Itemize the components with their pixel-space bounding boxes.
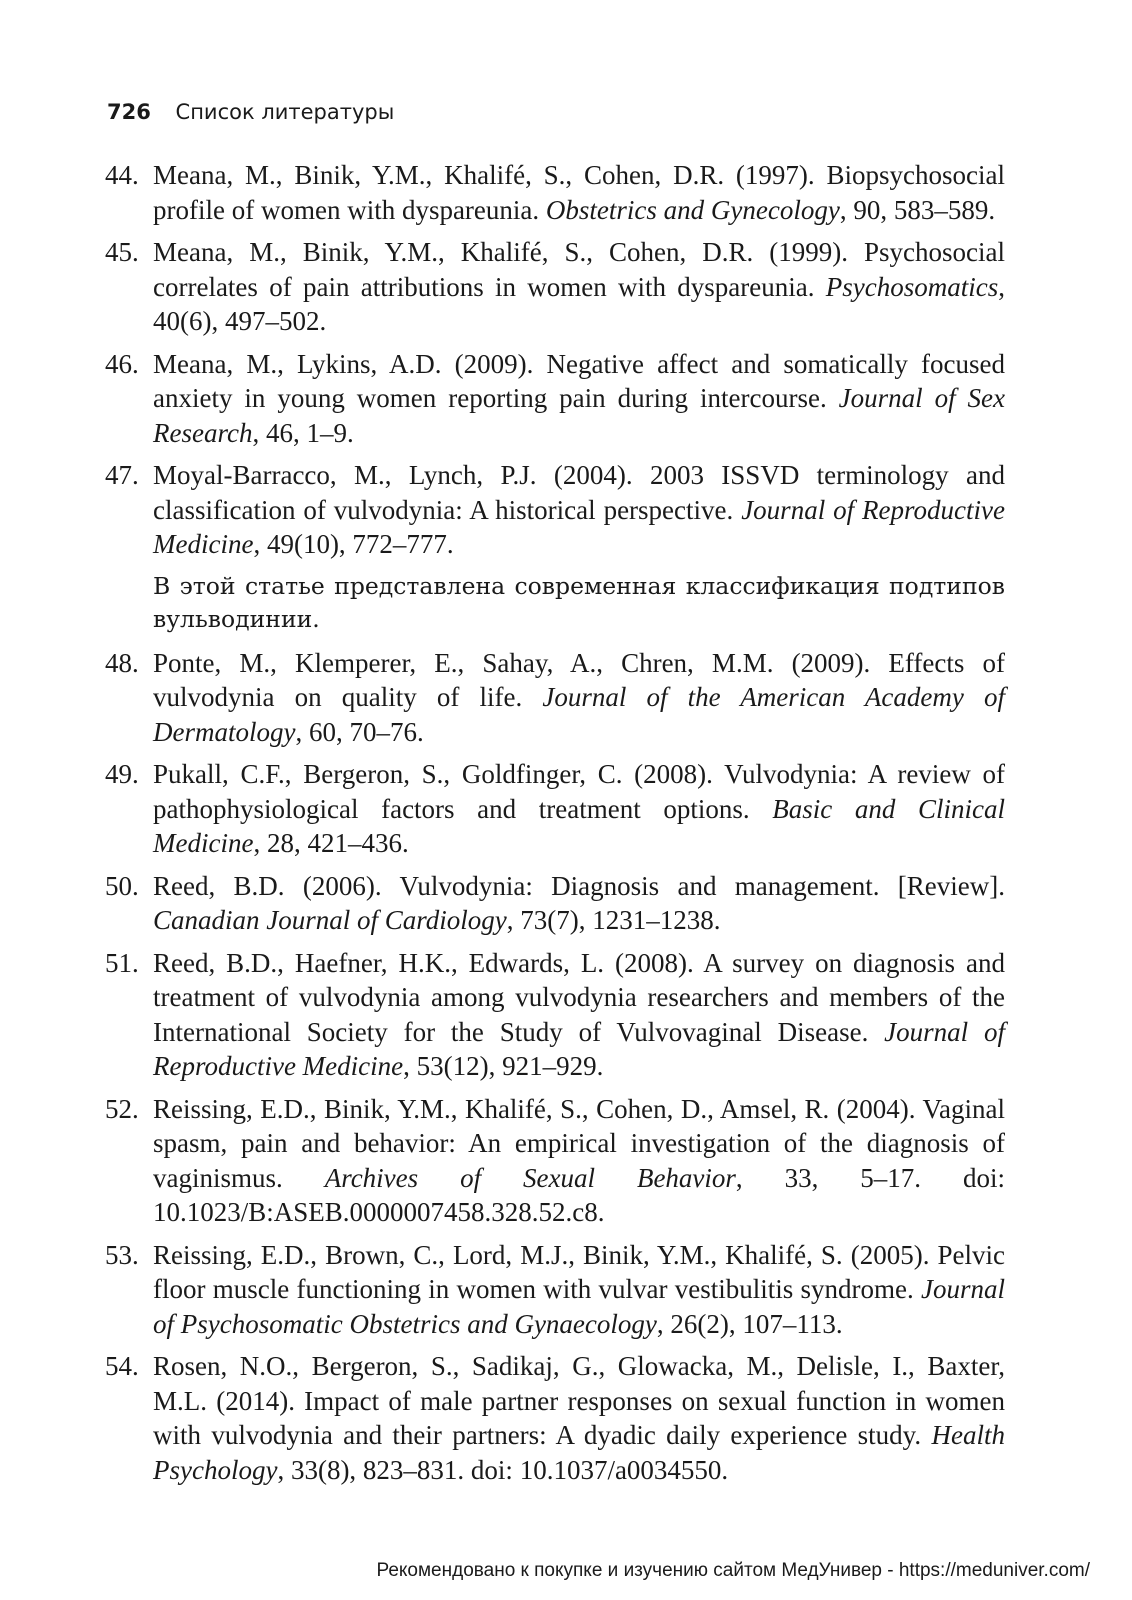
- reference-entry: [105, 158, 1005, 227]
- reference-text: Meana, M., Lykins, A.D. (2009). Negative affect and somatically focused anxiety in young women reporting pain during intercourse.: [153, 348, 1005, 413]
- reference-text: Reed, B.D. (2006). Vulvodynia: Diagnosis and management. [Review].: [153, 870, 1005, 901]
- journal-title: Canadian Journal of Cardiology: [153, 905, 507, 935]
- reference-details: , 73(7), 1231–1238.: [506, 905, 721, 935]
- journal-title: Journal of the American Academy of Dermatology: [153, 682, 1005, 747]
- reference-number: 46.: [105, 348, 139, 379]
- running-head: [107, 100, 394, 124]
- footer-watermark: Рекомендовано к покупке и изучению сайтом МедУнивер - https://meduniver.com/: [376, 1560, 1090, 1581]
- reference-text: Reed, B.D., Haefner, H.K., Edwards, L. (2008). A survey on diagnosis and treatment of vulvodynia among vulvodynia researchers and members of the International Society for the Study of Vulvovaginal Disease.: [153, 947, 1005, 1047]
- reference-entry: [105, 946, 1005, 1084]
- reference-text: Meana, M., Binik, Y.M., Khalifé, S., Cohen, D.R. (1997). Biopsychosocial profile of women with dyspareunia.: [153, 160, 1005, 225]
- reference-entry: [105, 458, 1005, 562]
- journal-title: Obstetrics and Gynecology: [545, 194, 840, 225]
- reference-number: 51.: [105, 947, 139, 978]
- reference-entry: [105, 1092, 1005, 1230]
- reference-details: , 49(10), 772–777.: [253, 529, 454, 559]
- reference-details: , 46, 1–9.: [252, 417, 354, 448]
- page-number: 726: [107, 100, 151, 124]
- reference-details: , 60, 70–76.: [295, 716, 424, 747]
- reference-details: , 33, 5–17. doi: 10.1023/B:ASEB.0000007458.328.52.c8.: [153, 1162, 1005, 1227]
- reference-text: Pukall, C.F., Bergeron, S., Goldfinger, C. (2008). Vulvodynia: A review of pathophysiological factors and treatment options.: [153, 759, 1005, 824]
- reference-text: Ponte, M., Klemperer, E., Sahay, A., Chren, M.M. (2009). Effects of vulvodynia on quality of life.: [153, 647, 1005, 712]
- reference-number: 52.: [105, 1093, 139, 1124]
- reference-number: 44.: [105, 160, 139, 190]
- reference-details: , 33(8), 823–831. doi: 10.1037/a0034550.: [277, 1454, 729, 1485]
- reference-number: 48.: [105, 647, 139, 678]
- reference-number: 47.: [105, 460, 139, 490]
- reference-entry: [105, 347, 1005, 451]
- reference-entry: [105, 1238, 1005, 1342]
- journal-title: Psychosomatics: [825, 271, 999, 302]
- reference-entry: [105, 1349, 1005, 1487]
- journal-title: Health Psychology: [153, 1420, 1005, 1485]
- reference-text: Meana, M., Binik, Y.M., Khalifé, S., Cohen, D.R. (1999). Psychosocial correlates of pain attributions in women with dyspareunia.: [153, 237, 1005, 302]
- journal-title: Journal of Psychosomatic Obstetrics and Gynaecology: [153, 1274, 1005, 1339]
- journal-title: Basic and Clinical Medicine: [153, 793, 1006, 858]
- reference-details: , 26(2), 107–113.: [656, 1308, 843, 1339]
- reference-number: 45.: [105, 237, 139, 267]
- reference-number: 49.: [105, 759, 139, 789]
- journal-title: Journal of Sex Research: [153, 383, 1005, 448]
- reference-text: Moyal-Barracco, M., Lynch, P.J. (2004). 2003 ISSVD terminology and classification of vulvodynia: A historical perspective.: [153, 460, 1005, 525]
- reference-details: , 53(12), 921–929.: [403, 1051, 604, 1081]
- reference-entry: [105, 646, 1005, 750]
- reference-text: Reissing, E.D., Brown, C., Lord, M.J., Binik, Y.M., Khalifé, S. (2005). Pelvic floor muscle functioning in women with vulvar vestibulitis syndrome.: [153, 1239, 1005, 1304]
- reference-text: Reissing, E.D., Binik, Y.M., Khalifé, S., Cohen, D., Amsel, R. (2004). Vaginal spasm, pain and behavior: An empirical investigation of the diagnosis of vaginismus.: [153, 1093, 1005, 1193]
- section-title: Список литературы: [175, 100, 395, 124]
- reference-entry: [105, 235, 1005, 339]
- reference-details: , 40(6), 497–502.: [153, 271, 1005, 336]
- reference-number: 53.: [105, 1239, 139, 1270]
- reference-text: Rosen, N.O., Bergeron, S., Sadikaj, G., Glowacka, M., Delisle, I., Baxter, M.L. (2014). Impact of male partner responses on sexual function in women with vulvodynia and their partners: A dyadic daily experience study.: [153, 1351, 1005, 1450]
- reference-entry: [105, 757, 1005, 861]
- journal-title: Journal of Reproductive Medicine: [153, 494, 1005, 559]
- reference-number: 54.: [105, 1351, 139, 1381]
- reference-details: , 90, 583–589.: [839, 194, 996, 225]
- journal-title: Archives of Sexual Behavior: [324, 1162, 736, 1193]
- reference-list: [105, 158, 1005, 1495]
- reference-number: 50.: [105, 870, 139, 901]
- reference-entry: [105, 869, 1005, 938]
- reference-details: , 28, 421–436.: [253, 828, 409, 858]
- journal-title: Journal of Reproductive Medicine: [153, 1016, 1006, 1081]
- reference-annotation: В этой статье представлена современная классификация подтипов вульводинии.: [153, 571, 1005, 633]
